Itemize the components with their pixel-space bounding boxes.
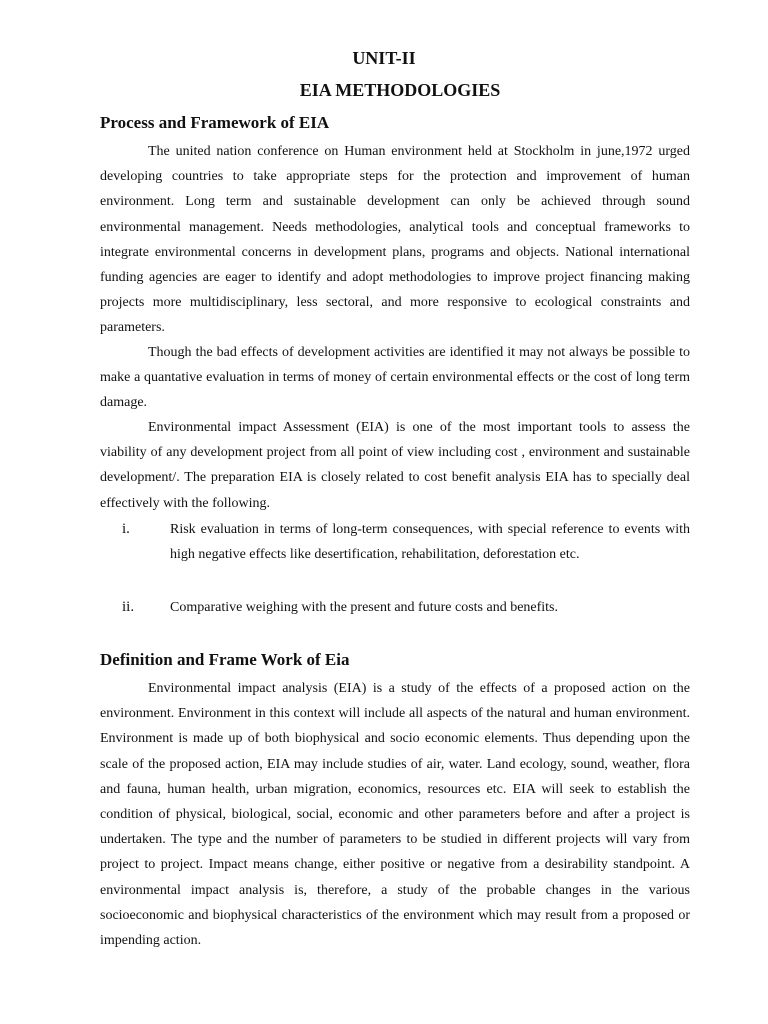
document-title: EIA METHODOLOGIES <box>299 80 501 100</box>
paragraph: Though the bad effects of development activities are identified it may not always be possible to make a quantative evaluation in terms of money of certain environmental effects or the cost of long term damage. <box>100 345 690 411</box>
list-marker: ii. <box>122 599 135 615</box>
list-item-text: Comparative weighing with the present and future costs and benefits. <box>170 600 559 615</box>
section-heading-definition: Definition and Frame Work of Eia <box>100 650 350 669</box>
list-marker: i. <box>122 521 130 537</box>
unit-title: UNIT-II <box>352 48 416 68</box>
section-heading-process: Process and Framework of EIA <box>100 113 330 132</box>
paragraph: Environmental impact Assessment (EIA) is one of the most important tools to assess the viability of any development project from all point of view including cost , environment and sustainable development/. The preparation EIA is closely related to cost benefit analysis EIA has to specially deal effectively with the following. <box>100 420 690 511</box>
paragraph: The united nation conference on Human environment held at Stockholm in june,1972 urged developing countries to take appropriate steps for the protection and improvement of human environment. Long term and sustainable development can only be achieved through sound environmental management. Needs methodologies, analytical tools and conceptual frameworks to integrate environmental concerns in development plans, programs and objects. National international funding agencies are eager to identify and adopt methodologies to improve project financing making projects more multidisciplinary, less sectoral, and more responsive to ecological constraints and parameters. <box>100 144 690 336</box>
list-item-text: Risk evaluation in terms of long-term consequences, with special reference to events with high negative effects like desertification, rehabilitation, deforestation etc. <box>170 522 690 563</box>
paragraph: Environmental impact analysis (EIA) is a study of the effects of a proposed action on the environment. Environment in this context will include all aspects of the natural and human environment. Environment is made up of both biophysical and socio economic elements. Thus depending upon the scale of the proposed action, EIA may include studies of air, water. Land ecology, sound, weather, flora and fauna, human health, urban migration, economics, resources etc. EIA will seek to establish the condition of physical, biological, social, economic and other parameters before and after a project is undertaken. The type and the number of parameters to be studied in different projects will vary from project to project. Impact means change, either positive or negative from a desirability standpoint. A environmental impact analysis is, therefore, a study of the probable changes in the various socioeconomic and biophysical characteristics of the environment which may result from a proposed or impending action. <box>100 681 690 949</box>
